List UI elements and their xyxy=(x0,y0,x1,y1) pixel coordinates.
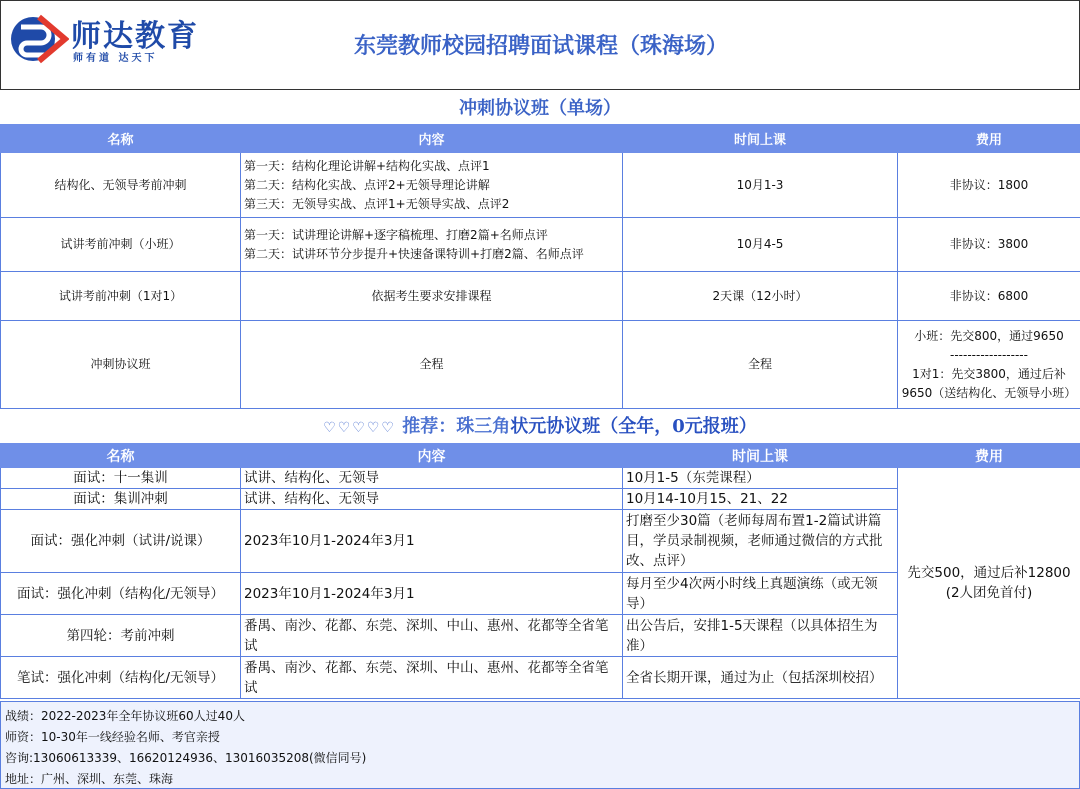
course-name: 试讲考前冲刺（小班） xyxy=(1,218,241,272)
content-line: 第二天：结构化实战、点评2+无领导理论讲解 xyxy=(244,177,490,192)
page-title: 东莞教师校园招聘面试课程（珠海场） xyxy=(353,34,728,59)
heart-icons: ♡♡♡♡♡ xyxy=(323,420,396,436)
course-time: 全程 xyxy=(623,321,898,409)
brand-slogan: 师有道 达天下 xyxy=(73,53,158,64)
course-time: 出公告后，安排1-5天课程（以具体招生为准） xyxy=(623,615,898,657)
fee-line: 1对1：先交3800，通过后补 xyxy=(912,366,1066,381)
table-header-row xyxy=(1,444,1080,468)
course-name: 冲刺协议班 xyxy=(1,321,241,409)
course-time: 全省长期开课，通过为止（包括深圳校招） xyxy=(623,657,898,699)
col-header-name: 名称 xyxy=(1,444,241,468)
brand-name: 师达教育 xyxy=(71,19,199,54)
course-name: 面试：强化冲刺（结构化/无领导） xyxy=(1,573,241,615)
course-name: 第四轮：考前冲刺 xyxy=(1,615,241,657)
course-content: 全程 xyxy=(241,321,623,409)
table-row xyxy=(1,272,1080,321)
course-content: 番禺、南沙、花都、东莞、深圳、中山、惠州、花都等全省笔试 xyxy=(241,615,623,657)
course-time: 2天课（12小时） xyxy=(623,272,898,321)
fee-line: 9650（送结构化、无领导小班） xyxy=(901,385,1077,400)
col-header-time: 时间上课 xyxy=(623,125,898,153)
course-time: 10月1-5（东莞课程） xyxy=(623,468,898,489)
course-content: 试讲、结构化、无领导 xyxy=(241,489,623,510)
course-fee xyxy=(898,321,1080,409)
table-row xyxy=(1,321,1080,409)
footer-record: 战绩：2022-2023年全年协议班60人过40人 xyxy=(5,709,245,723)
course-time: 每月至少4次两小时线上真题演练（或无领导） xyxy=(623,573,898,615)
course-name: 面试：强化冲刺（试讲/说课） xyxy=(1,510,241,573)
course-time: 打磨至少30篇（老师每周布置1-2篇试讲篇目，学员录制视频，老师通过微信的方式批改、点评） xyxy=(623,510,898,573)
page-header xyxy=(0,0,1080,90)
course-content: 番禺、南沙、花都、东莞、深圳、中山、惠州、花都等全省笔试 xyxy=(241,657,623,699)
course-time: 10月4-5 xyxy=(623,218,898,272)
course-time: 10月1-3 xyxy=(623,153,898,218)
sprint-course-table xyxy=(0,124,1080,409)
course-content: 试讲、结构化、无领导 xyxy=(241,468,623,489)
col-header-fee: 费用 xyxy=(898,125,1080,153)
course-fee xyxy=(898,468,1080,699)
col-header-time: 时间上课 xyxy=(623,444,898,468)
course-name: 试讲考前冲刺（1对1） xyxy=(1,272,241,321)
table-row xyxy=(1,153,1080,218)
table-row xyxy=(1,218,1080,272)
recommend-highlight: 状元协议班（全年，0元报班） xyxy=(510,416,757,437)
table-header-row xyxy=(1,125,1080,153)
col-header-content: 内容 xyxy=(241,125,623,153)
course-content: 2023年10月1-2024年3月1 xyxy=(241,510,623,573)
content-line: 第一天：试讲理论讲解+逐字稿梳理、打磨2篇+名师点评 xyxy=(244,227,548,242)
course-fee: 非协议：6800 xyxy=(898,272,1080,321)
fee-line: 小班：先交800，通过9650 xyxy=(914,328,1064,343)
course-name: 结构化、无领导考前冲刺 xyxy=(1,153,241,218)
info-footer xyxy=(0,701,1080,789)
section2-title xyxy=(0,412,1080,442)
course-name: 笔试：强化冲刺（结构化/无领导） xyxy=(1,657,241,699)
brand-mark-icon xyxy=(9,9,69,65)
col-header-name: 名称 xyxy=(1,125,241,153)
course-fee: 非协议：1800 xyxy=(898,153,1080,218)
footer-teachers: 师资：10-30年一线经验名师、考官亲授 xyxy=(5,730,220,744)
course-fee: 非协议：3800 xyxy=(898,218,1080,272)
course-content: 2023年10月1-2024年3月1 xyxy=(241,573,623,615)
fee-line: 先交500，通过后补12800 xyxy=(907,565,1071,581)
fee-line: (2人团免首付) xyxy=(945,585,1033,601)
col-header-fee: 费用 xyxy=(898,444,1080,468)
col-header-content: 内容 xyxy=(241,444,623,468)
footer-contact: 咨询:13060613339、16620124936、13016035208(微信同号) xyxy=(5,751,367,765)
course-time: 10月14-10月15、21、22 xyxy=(623,489,898,510)
course-content xyxy=(241,153,623,218)
brand-logo xyxy=(9,9,209,65)
recommend-lead: 推荐：珠三角 xyxy=(402,416,511,437)
content-line: 第一天：结构化理论讲解+结构化实战、点评1 xyxy=(244,158,490,173)
footer-address: 地址：广州、深圳、东莞、珠海 xyxy=(5,772,174,786)
course-content xyxy=(241,218,623,272)
table-row xyxy=(1,468,1080,489)
section1-title: 冲刺协议班（单场） xyxy=(459,98,621,119)
fee-divider: ------------------ xyxy=(950,347,1028,362)
course-name: 面试：集训冲刺 xyxy=(1,489,241,510)
course-name: 面试：十一集训 xyxy=(1,468,241,489)
annual-course-table xyxy=(0,443,1080,699)
content-line: 第三天：无领导实战、点评1+无领导实战、点评2 xyxy=(244,196,510,211)
course-content: 依据考生要求安排课程 xyxy=(241,272,623,321)
content-line: 第二天：试讲环节分步提升+快速备课特训+打磨2篇、名师点评 xyxy=(244,246,584,261)
